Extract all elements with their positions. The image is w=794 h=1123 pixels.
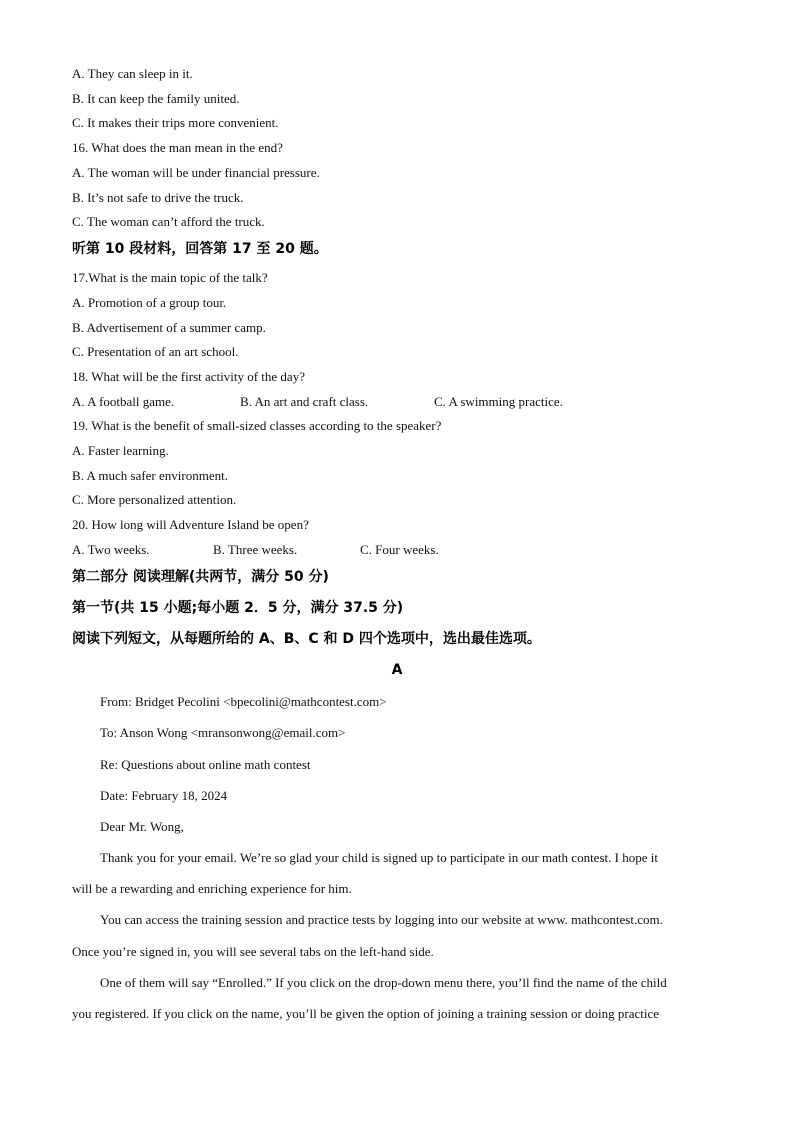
q17-question: 17.What is the main topic of the talk? — [72, 270, 268, 285]
q19-option-a: A. Faster learning. — [72, 443, 169, 458]
q16-option-c: C. The woman can’t afford the truck. — [72, 214, 265, 229]
paragraph-2-line-1: You can access the training session and practice tests by logging into our website at www. mathcontest.com. — [100, 912, 663, 927]
q18-option-b: B. An art and craft class. — [240, 394, 369, 409]
part2-title: 第二部分 阅读理解(共两节，满分 50 分) — [72, 569, 329, 585]
q20-option-c: C. Four weeks. — [360, 542, 439, 557]
paragraph-1-line-1: Thank you for your email. We’re so glad your child is signed up to participate in our math contest. I hope it — [100, 850, 658, 865]
q18-question: 18. What will be the first activity of the day? — [72, 369, 305, 384]
paragraph-3-line-2: you registered. If you click on the name, you’ll be given the option of joining a training session or doing practice — [72, 1006, 660, 1021]
q16-question: 16. What does the man mean in the end? — [72, 140, 283, 155]
email-subject: Re: Questions about online math contest — [100, 757, 311, 772]
email-to: To: Anson Wong <mransonwong@email.com> — [100, 725, 346, 740]
passage-label: A — [391, 662, 403, 678]
paragraph-1-line-2: will be a rewarding and enriching experience for him. — [72, 881, 352, 896]
email-from: From: Bridget Pecolini <bpecolini@mathcontest.com> — [100, 694, 387, 709]
q20-question: 20. How long will Adventure Island be open? — [72, 517, 309, 532]
q17-option-a: A. Promotion of a group tour. — [72, 295, 227, 310]
q15-option-b: B. It can keep the family united. — [72, 91, 240, 106]
email-date: Date: February 18, 2024 — [100, 788, 228, 803]
q17-option-c: C. Presentation of an art school. — [72, 344, 239, 359]
q15-option-c: C. It makes their trips more convenient. — [72, 115, 279, 130]
q16-option-b: B. It’s not safe to drive the truck. — [72, 190, 244, 205]
paragraph-2-line-2: Once you’re signed in, you will see several tabs on the left-hand side. — [72, 944, 434, 959]
q18-option-c: C. A swimming practice. — [434, 394, 563, 409]
paragraph-3-line-1: One of them will say “Enrolled.” If you click on the drop-down menu there, you’ll find the name of the child — [100, 975, 667, 990]
email-greeting: Dear Mr. Wong, — [100, 819, 184, 834]
section10-heading: 听第 10 段材料，回答第 17 至 20 题。 — [72, 241, 328, 257]
q19-question: 19. What is the benefit of small-sized classes according to the speaker? — [72, 418, 442, 433]
section1-title: 第一节(共 15 小题;每小题 2．5 分，满分 37.5 分) — [72, 600, 404, 616]
q19-option-b: B. A much safer environment. — [72, 468, 228, 483]
reading-instruction: 阅读下列短文，从每题所给的 A、B、C 和 D 四个选项中，选出最佳选项。 — [72, 631, 541, 647]
q20-option-a: A. Two weeks. — [72, 542, 150, 557]
q17-option-b: B. Advertisement of a summer camp. — [72, 320, 266, 335]
q18-option-a: A. A football game. — [72, 394, 175, 409]
q15-option-a: A. They can sleep in it. — [72, 66, 193, 81]
q19-option-c: C. More personalized attention. — [72, 492, 237, 507]
q16-option-a: A. The woman will be under financial pressure. — [72, 165, 320, 180]
q20-option-b: B. Three weeks. — [213, 542, 298, 557]
